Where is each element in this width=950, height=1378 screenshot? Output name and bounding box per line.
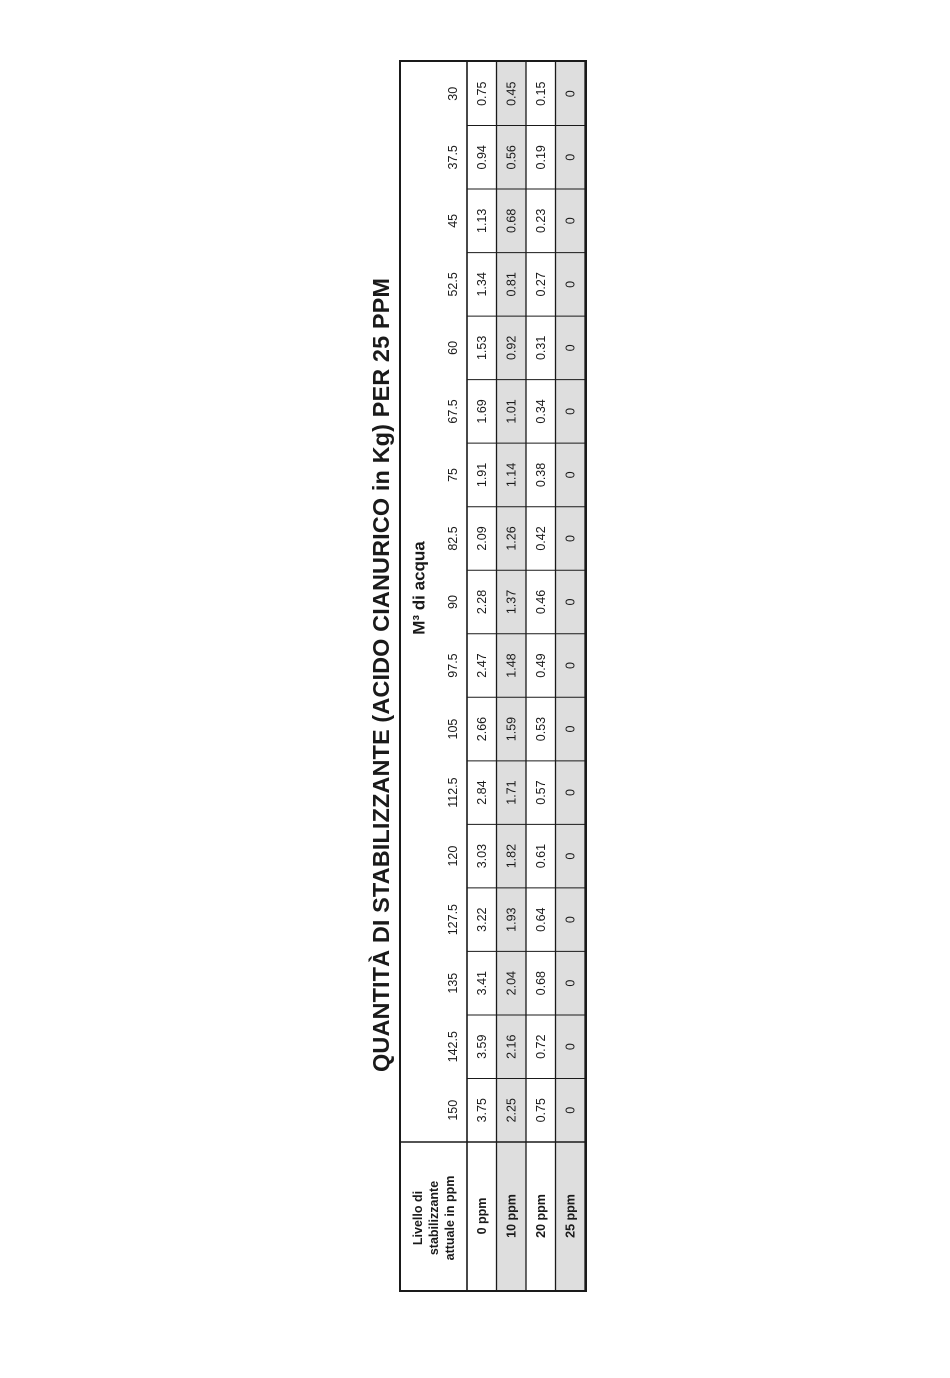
volume-header [446,468,460,482]
table-cell [534,590,548,614]
table-cell [563,598,577,605]
table-cell [475,209,489,233]
table-cell [534,717,548,741]
table-cell-text: 1.01 [504,399,519,424]
table-cell [563,1043,577,1050]
stabilizer-table [399,60,587,1292]
row-header-label-text: attuale in ppm [443,1175,457,1261]
table-cell [563,726,577,733]
table-cell [563,662,577,669]
table-cell [504,526,518,550]
table-cell [563,980,577,987]
table-cell-text: 0.23 [533,208,548,233]
table-cell-text: 3.59 [474,1034,489,1059]
volume-header-text: 60 [446,340,460,355]
table-cell-text: 0 [563,598,578,606]
row-header-label [427,1181,441,1255]
table-cell [504,717,518,741]
table-cell [534,780,548,804]
table-cell-text: 0.19 [533,145,548,170]
table-cell [475,82,489,106]
table-cell [504,653,518,677]
volume-header-text: 135 [446,972,460,994]
table-cell [534,209,548,233]
table-cell-text: 0 [563,280,578,288]
table-cell-text: 0 [563,662,578,670]
table-cell [563,535,577,542]
table-cell-text: 0.38 [533,462,548,488]
volume-header-text: 120 [446,845,460,867]
table-cell-text: 0 [563,852,578,860]
table-cell [563,853,577,860]
table-cell-text: 0 [563,1043,578,1051]
table-cell-text: 2.84 [474,780,489,805]
table-cell [475,336,489,360]
table-cell-text: 1.53 [474,335,489,361]
volume-header-text: 45 [446,213,460,228]
table-cell-text: 0.75 [474,81,489,106]
table-cell [475,526,489,550]
volume-header [446,526,460,550]
table-cell-text: 0.94 [474,145,489,170]
table-cell-text: 0 [563,217,578,225]
table-cell-text: 2.66 [474,716,489,742]
table-cell [534,907,548,931]
table-cell-text: 0 [563,471,578,479]
volume-header-text: 97.5 [446,653,460,678]
table-cell [534,399,548,423]
table-cell-text: 0.42 [533,526,548,551]
table-cell [563,217,577,224]
row-label-text: 10 ppm [504,1194,519,1238]
table-cell [534,1035,548,1059]
volume-header [446,653,460,677]
table-cell [475,1098,489,1122]
volume-header [446,272,460,296]
column-group-label [410,541,429,635]
table-cell-text: 0.56 [504,145,519,170]
table-cell-text: 0 [563,153,578,161]
volume-header-text: 37.5 [446,145,460,170]
table-cell-text: 1.37 [504,589,519,615]
table-cell [504,1098,518,1122]
table-cell-text: 0 [563,534,578,542]
table-cell-text: 0.75 [533,1098,548,1123]
volume-header-text: 67.5 [446,399,460,424]
table-cell [534,82,548,106]
table-cell [475,653,489,677]
table-cell-text: 0 [563,90,578,98]
volume-header-text: 82.5 [446,526,460,551]
volume-header-text: 150 [446,1099,460,1121]
table-cell-text: 0.34 [533,399,548,424]
row-label [504,1194,518,1238]
row-label-text: 25 ppm [563,1194,578,1238]
table-cell [534,971,548,995]
table-cell-text: 1.26 [504,526,519,551]
volume-header [446,777,460,807]
table-cell [504,971,518,995]
table-cell [563,344,577,351]
table-cell [563,154,577,161]
table-cell [504,1035,518,1059]
row-header-label-text: stabilizzante [427,1180,441,1256]
table-cell [504,844,518,868]
volume-header [446,145,460,169]
table-cell [504,209,518,233]
table-cell [534,526,548,550]
table-cell-text: 3.03 [474,843,489,869]
table-cell-text: 1.14 [504,462,519,488]
volume-header-text: 142.5 [446,1031,460,1063]
table-cell [534,336,548,360]
table-cell [475,463,489,487]
volume-header-text: 90 [446,595,460,609]
table-cell [475,1035,489,1059]
volume-header-text: 112.5 [446,777,460,808]
table-cell [534,145,548,169]
table-cell [534,272,548,296]
row-label-text: 0 ppm [474,1197,489,1235]
table-cell-text: 0.45 [504,81,519,106]
volume-header [446,1031,460,1062]
table-cell-text: 2.28 [474,589,489,615]
table-cell-text: 0.31 [533,335,548,361]
table-cell [504,82,518,106]
table-cell [504,336,518,360]
table-cell-text: 3.75 [474,1098,489,1123]
volume-header-text: 75 [446,467,460,482]
volume-header [446,904,460,935]
row-header-label [443,1176,457,1261]
table-cell-text: 2.25 [504,1098,519,1123]
table-cell-text: 0.81 [504,272,519,297]
table-cell-text: 0.61 [533,843,548,869]
volume-header [446,719,460,740]
table-cell [563,789,577,796]
table-cell [534,1098,548,1122]
table-cell-text: 0 [563,789,578,797]
table-cell-text: 3.22 [474,907,489,932]
table-cell [534,844,548,868]
table-cell [504,907,518,931]
row-header-label-text: Livello di [411,1190,425,1246]
volume-header [446,595,460,609]
row-header-label [411,1191,425,1245]
volume-header-text: 52.5 [446,272,460,297]
volume-header [446,973,460,994]
table-cell-text: 0.68 [533,971,548,996]
row-label [563,1194,577,1238]
table-cell [563,281,577,288]
table-cell-text: 3.41 [474,971,489,996]
volume-header [446,399,460,423]
volume-header [446,87,460,101]
table-cell-text: 0 [563,725,578,733]
table-cell [504,399,518,423]
table-cell-text: 1.69 [474,399,489,424]
table-cell [475,907,489,931]
table-cell-text: 0.92 [504,335,519,361]
table-cell [475,145,489,169]
row-label-text: 20 ppm [533,1194,548,1238]
table-cell-text: 0.64 [533,907,548,932]
row-label [534,1194,548,1238]
table-cell-text: 0 [563,916,578,924]
volume-header [446,341,460,355]
page-title: QUANTITÀ DI STABILIZZANTE (ACIDO CIANURICO in Kg) PER 25 PPM [368,277,394,1073]
table-cell [563,90,577,97]
table-cell [563,408,577,415]
table-cell-text: 2.47 [474,653,489,678]
table-cell [475,844,489,868]
table-cell-text: 1.13 [474,208,489,233]
table-cell-text: 0.68 [504,208,519,233]
table-cell-text: 0 [563,344,578,352]
volume-header-text: 127.5 [446,904,460,936]
table-cell-text: 2.09 [474,526,489,551]
table-cell [475,272,489,296]
volume-header [446,846,460,867]
table-cell [475,399,489,423]
volume-header [446,1100,460,1121]
volume-header-text: 105 [446,718,460,740]
table-cell-text: 0 [563,1106,578,1114]
table-cell [563,916,577,923]
table-cell-text: 0.49 [533,653,548,678]
row-label [475,1198,489,1235]
table-cell-text: 1.34 [474,272,489,297]
table-cell [475,590,489,614]
table-cell-text: 0 [563,979,578,987]
table-cell-text: 2.04 [504,971,519,996]
table-cell-text: 1.91 [474,462,489,488]
table-cell [475,971,489,995]
table-cell-text: 0.57 [533,780,548,805]
table-cell [504,463,518,487]
row-shade [556,62,586,1290]
stabilizer-table-grid [401,62,585,1290]
table-cell-text: 1.82 [504,843,519,869]
table-cell-text: 0 [563,407,578,415]
table-cell [534,463,548,487]
table-cell [504,780,518,804]
table-cell [534,653,548,677]
volume-header-text: 30 [446,86,460,101]
table-cell-text: 0.15 [533,81,548,106]
table-cell [504,590,518,614]
volume-header [446,214,460,228]
table-cell-text: 0.27 [533,272,548,297]
table-cell [563,1107,577,1114]
table-cell-text: 0.53 [533,716,548,742]
table-cell [475,780,489,804]
table-cell-text: 1.71 [504,780,519,805]
table-cell-text: 2.16 [504,1034,519,1059]
table-cell [563,471,577,478]
table-cell-text: 1.59 [504,716,519,742]
table-cell [504,145,518,169]
table-cell-text: 0.46 [533,589,548,615]
table-cell-text: 1.93 [504,907,519,932]
table-cell [475,717,489,741]
column-group-label-text: M³ di acqua [409,541,429,635]
table-cell [504,272,518,296]
table-cell-text: 1.48 [504,653,519,678]
table-cell-text: 0.72 [533,1034,548,1059]
